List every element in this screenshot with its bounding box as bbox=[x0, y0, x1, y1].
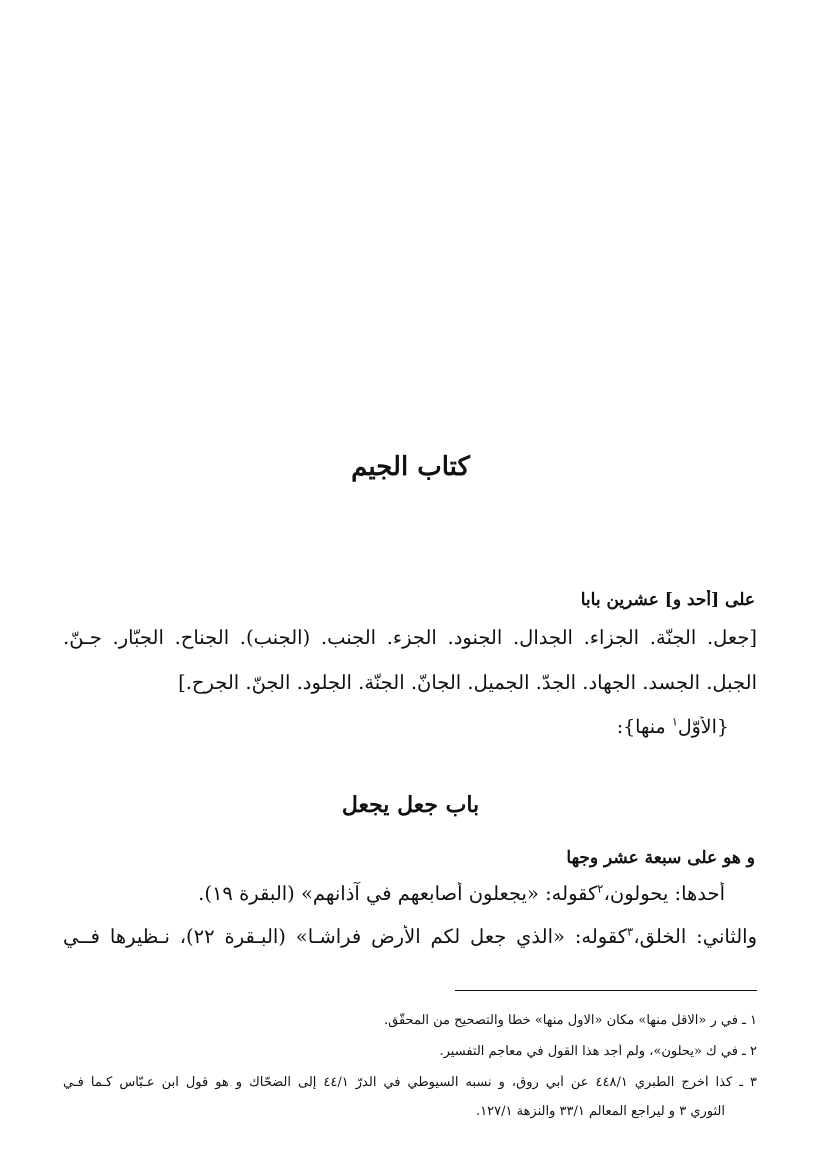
first-meaning-quote: كقوله: «يجعلون أصابعهم في آذانهم» (البقرة ١٩). bbox=[198, 882, 598, 905]
second-meaning-label: والثاني: الخلق، bbox=[633, 925, 757, 948]
footnote-ref-3: ٣ bbox=[627, 925, 634, 939]
meanings-intro: و هو على سبعة عشر وجها bbox=[566, 848, 755, 868]
chapter-count-intro: على [أحد و] عشرين بابا bbox=[580, 590, 755, 610]
footnote-3-line-2: الثوري ٣ و ليراجع المعالم ٣٣/١ والنزهة ١٢٧/١. bbox=[476, 1104, 725, 1119]
footnote-1: ١ ـ في ر «الاقل منها» مكان «الاول منها» خطأ والتصحيح من المحقّق. bbox=[384, 1013, 757, 1028]
first-meaning-label: أحدها: يحولون، bbox=[603, 882, 725, 905]
footnote-2: ٢ ـ في ك «يحلون»، ولم أجد هذا القول في معاجم التفسير. bbox=[439, 1044, 757, 1059]
footnote-ref-2: ٢ bbox=[597, 882, 604, 896]
footnote-3-line-1: ٣ ـ كذا أخرج الطبري ٤٤٨/١ عن أبي روق، و نسبه السيوطي في الدرّ ٤٤/١ إلى الضحّاك و هو قول ابن عـبّاس كـما فـي bbox=[63, 1075, 757, 1090]
chapter-list-line-3 bbox=[39, 716, 729, 738]
book-title: كتاب الجيم bbox=[351, 452, 470, 482]
second-meaning bbox=[63, 925, 757, 948]
footnote-ref-1: ١ bbox=[671, 716, 678, 729]
chapter-list-line-2: الجبل. الجسد. الجهاد. الجدّ. الجميل. الجانّ. الجنّة. الجلود. الجنّ. الجرح.] bbox=[178, 671, 757, 694]
first-meaning bbox=[35, 882, 725, 905]
chapter-list-first-label-end: منها}: bbox=[616, 716, 672, 738]
chapter-list-line-1: [جعل. الجنّة. الجزاء. الجدال. الجنود. الجزء. الجنب. (الجنب). الجناح. الجبّار. جـنّ. bbox=[63, 626, 757, 649]
chapter-list-first-label: {الأوّل bbox=[677, 716, 729, 738]
chapter-title: باب جعل يجعل bbox=[341, 792, 480, 818]
second-meaning-quote: كقوله: «الذي جعل لكم الأرض فراشـا» (البـقرة ٢٢)، نـظيرها فــي bbox=[63, 925, 628, 948]
footnote-divider bbox=[455, 990, 757, 991]
